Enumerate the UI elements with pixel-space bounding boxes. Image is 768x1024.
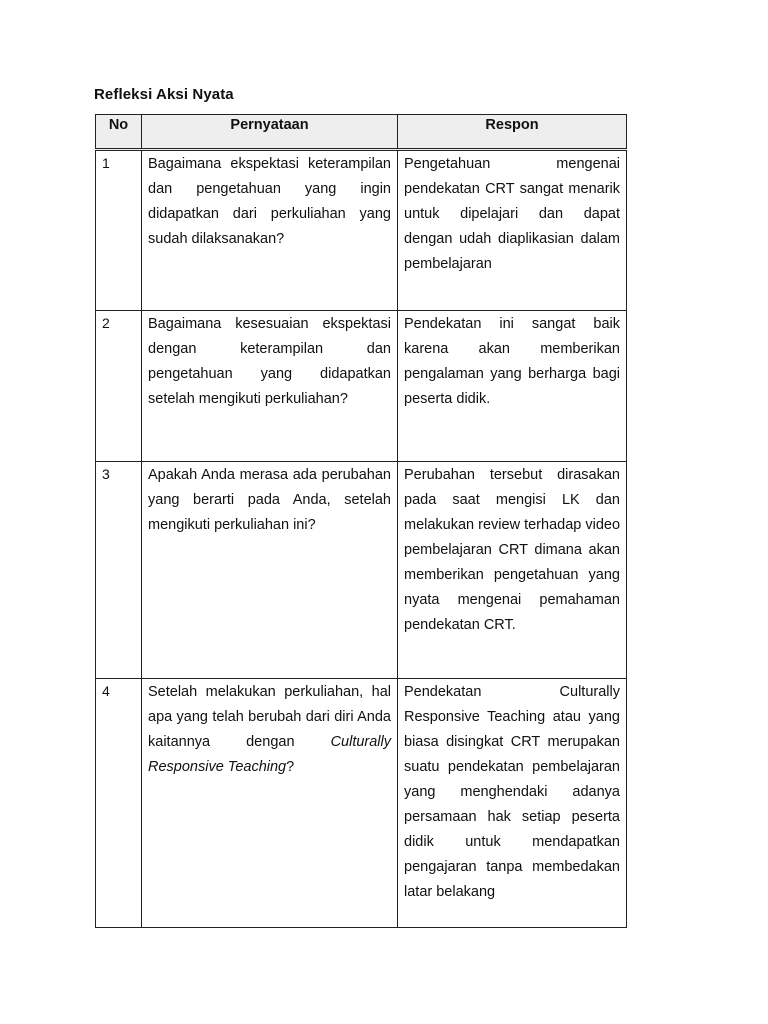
row-number: 4 — [96, 679, 142, 928]
table-row — [96, 462, 627, 679]
statement-cell: Bagaimana kesesuaian ekspektasi dengan keterampilan dan pengetahuan yang didapatkan setelah mengikuti perkuliahan? — [142, 311, 398, 462]
table-row — [96, 679, 627, 928]
table-header-row — [96, 115, 627, 150]
row-number: 2 — [96, 311, 142, 462]
response-cell: Pendekatan Culturally Responsive Teaching atau yang biasa disingkat CRT merupakan suatu pendekatan pembelajaran yang menghendaki adanya persamaan hak setiap peserta didik untuk mendapatkan pengajaran tanpa membedakan latar belakang — [398, 679, 627, 928]
response-cell: Pendekatan ini sangat baik karena akan memberikan pengalaman yang berharga bagi peserta didik. — [398, 311, 627, 462]
statement-cell — [142, 679, 398, 928]
statement-cell: Bagaimana ekspektasi keterampilan dan pengetahuan yang ingin didapatkan dari perkuliahan yang sudah dilaksanakan? — [142, 150, 398, 311]
document-title: Refleksi Aksi Nyata — [94, 86, 234, 103]
header-statement: Pernyataan — [142, 115, 398, 150]
statement-suffix: ? — [286, 759, 295, 775]
response-cell: Pengetahuan mengenai pendekatan CRT sangat menarik untuk dipelajari dan dapat dengan udah diaplikasian dalam pembelajaran — [398, 150, 627, 311]
header-response: Respon — [398, 115, 627, 150]
table-row — [96, 150, 627, 311]
table-row — [96, 311, 627, 462]
reflection-table — [95, 114, 627, 928]
statement-text: Setelah melakukan perkuliahan, hal apa yang telah berubah dari diri Anda kaitannya dengan — [148, 684, 391, 750]
statement-italic-term: Culturally Responsive Teaching — [148, 734, 391, 775]
statement-cell: Apakah Anda merasa ada perubahan yang berarti pada Anda, setelah mengikuti perkuliahan ini? — [142, 462, 398, 679]
row-number: 1 — [96, 150, 142, 311]
response-cell: Perubahan tersebut dirasakan pada saat mengisi LK dan melakukan review terhadap video pembelajaran CRT dimana akan memberikan pengetahuan yang nyata mengenai pemahaman pendekatan CRT. — [398, 462, 627, 679]
header-no: No — [96, 115, 142, 150]
row-number: 3 — [96, 462, 142, 679]
